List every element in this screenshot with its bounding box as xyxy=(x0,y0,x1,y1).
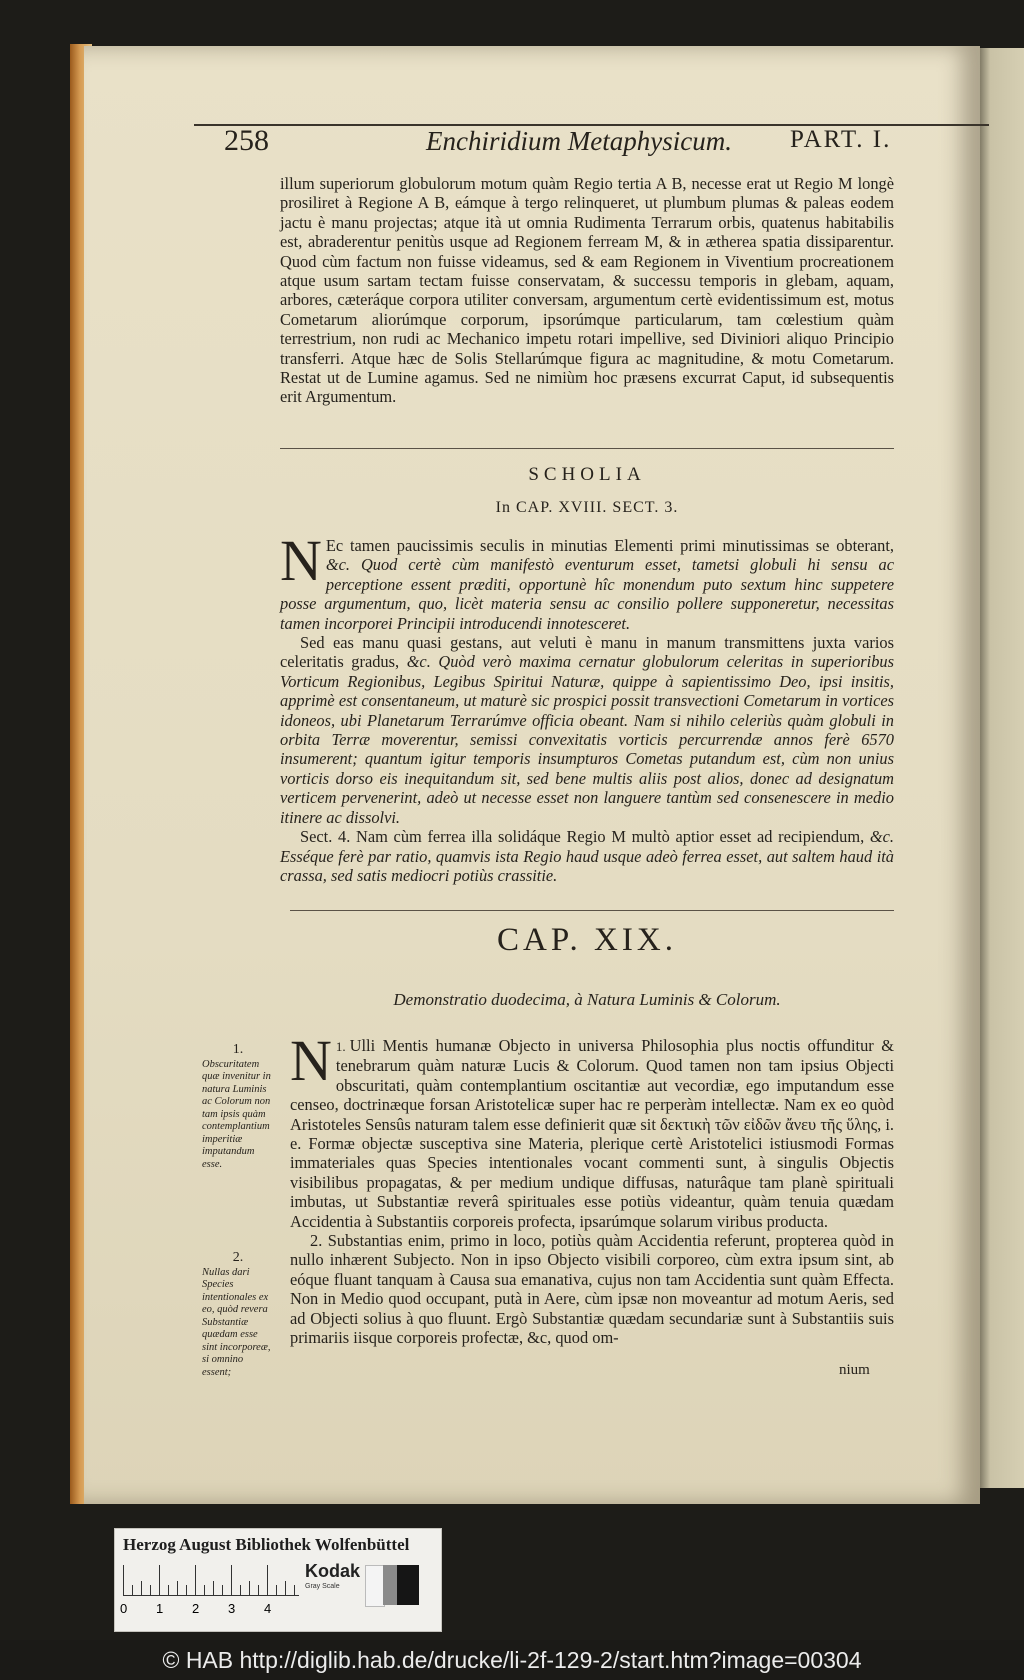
chapter-section-2: 2. Substantias enim, primo in loco, potiùs quàm Accidentia referunt, propterea quòd in nullo inhærent Subjecto. Non in ipso Objecto visibili corporeo, cùm extra ipsum sint, ab eóque fluant tanquam à Causa sua emanativa, cujus non tam Accidentia sunt quàm Effecta. Non in Medio quod occupant, putà in Aere, cùm ipsæ non moveantur ad motum Aeris, sed ad Objecti solius à quo fluunt. Ergò Substantiæ quædam secundariæ sunt à Substantiis suis primariis iisque corporeis profectæ, &c, quod om- xyxy=(290,1231,894,1348)
body-paragraph-top: illum superiorum globulorum motum quàm Regio tertia A B, necesse erat ut Regio M longè prosiliret à Regione A B, eámque à tergo relinqueret, ut plumbum plumas & paleas eodem jactu è manu projectas; atque ità ut omnia Rudimenta Terrarum orbis, quatenus habitabilis est, abraderentur penitùs usque ad Regionem ferream M, & in ætherea spatia dissiparentur. Quod cùm factum non fuisse videamus, sed & eam Regionem in Viventium procreationem atque usum sartam tectam fuisse conservatam, & successu temporis in glebam, aquam, arbores, cæteráque corpora utiliter conversam, argumentum certè evidentissimum est, motus Cometarum aliorúmque corporum, ipsorúmque particularum, tam cœlestium quàm terrestrium, non rudi ac Mechanico impetu rotari impellive, sed Diviniori aliquo Principio transferri. Atque hæc de Solis Stellarúmque figura ac magnitudine, & motu Cometarum. Restat ut de Lumine agamus. Sed ne nimiùm hoc præsens excurrat Caput, id subsequentis erit Argumentum. xyxy=(280,174,894,407)
catchword: nium xyxy=(839,1362,870,1378)
scholia-title: SCHOLIA xyxy=(528,464,646,485)
running-title: Enchiridium Metaphysicum. xyxy=(426,126,732,156)
margin-note-1: 1. Obscuritatem quæ invenitur in natura Luminis ac Colorum non tam ipsis quàm contemplantium imperitiæ imputandum esse. xyxy=(202,1042,271,1170)
gray-patch-black xyxy=(397,1565,419,1605)
chapter-section-1: 1. N Ulli Mentis humanæ Objecto in universa Philosophia plus noctis offunditur & tenebrarum quàm naturæ Lucis & Colorum. Quod tamen non tam ipsius Objecti obscuritati, quàm contemplantium oscitantiæ aut vecordiæ, ego imputandum esse censeo, doctrinæque forsan Aristotelicæ super hac re perperàm intellectæ. Nam ex eo quòd Aristoteles Sensûs naturam talem esse definierit quæ sit δεκτικὴ τῶν εἰδῶν ἄνευ τῆς ὕλης, i. e. Formæ objectæ susceptiva sine Materia, plerique certè Aristotelici istiusmodi Formas immateriales quas Species intentionales vocant commenti sunt, à singulis Objectis visibilibus propagatas, & per medium undique diffusas, naturâque tam planè spirituali imbutas, ut Substantiæ reverâ spirituales esse potiùs videantur, quàm tenuia quædam Accidentia à Substantiis corporeis profecta, ipsarúmque solarum viribus producta. xyxy=(290,1028,894,1231)
scholia-paragraph-2: Sed eas manu quasi gestans, aut veluti è manu in manum transmittens juxta varios celeritatis gradus, &c. Quòd verò maxima cernatur globulorum celeritas in superioribus Vorticum Regionibus, Legibus Spiritui Naturæ, quippe à sapientissimo Deo, ipsi insitis, apprimè est consentaneum, ut maturè sic prospici possit transvectioni Cometarum in vortices idoneos, ubi Planetarum Terrarúmve officia obeant. Nam si nihilo celeriùs quàm globuli in orbita Terræ moverentur, semissi convexitatis vorticis percurrendæ annos ferè 6570 insumerent; quantum igitur temporis insumpturos Cometas putandum est, cùm non unius vorticis dorso eis inequitandum sit, sed bene multis aliis post alios, donec ad designatum verticem pervenerint, adeò ut necesse esset non languere tantùm sed consenescere in medio itinere ac dissolvi. xyxy=(280,633,894,827)
color-calibration-card: Herzog August Bibliothek Wolfenbüttel 0 1 2 3 4 Kodak Gray Scale xyxy=(114,1528,442,1632)
drop-cap: N xyxy=(280,528,322,593)
chapter-rule xyxy=(290,910,894,911)
gray-patch-mid xyxy=(383,1565,397,1605)
scholia-body xyxy=(280,528,894,885)
page-number: 258 xyxy=(224,124,269,157)
chapter-body xyxy=(290,1028,894,1348)
drop-cap: N xyxy=(290,1028,332,1093)
scholia-subtitle: In CAP. XVIII. SECT. 3. xyxy=(495,499,679,516)
scale-ruler xyxy=(123,1565,299,1596)
chapter-subtitle: Demonstratio duodecima, à Natura Luminis & Colorum. xyxy=(393,990,781,1009)
margin-note-2: 2. Nullas dari Species intentionales ex eo, quòd revera Substantiæ quædam esse sint incorporeæ, si omnino essent; xyxy=(202,1250,271,1378)
book-page xyxy=(84,46,980,1504)
copyright-footer: © HAB http://diglib.hab.de/drucke/li-2f-129-2/start.htm?image=00304 xyxy=(0,1640,1024,1680)
section-number: 1. xyxy=(335,1039,346,1054)
part-label: PART. I. xyxy=(790,126,892,153)
library-name: Herzog August Bibliothek Wolfenbüttel xyxy=(123,1535,410,1554)
chapter-title: CAP. XIX. xyxy=(497,922,677,958)
scholia-paragraph-1: N Ec tamen paucissimis seculis in minutias Elementi primi minutissimas se obterant, &c. Quod certè cùm manifestò eventurum esset, tametsi globuli hi sensu ac perceptione essent præditi, opportunè hîc monendum puto sextum hinc suppetere posse argumentum, quo, licèt materia sensu ac consilio pollere supponeretur, necessitas tamen incorporei Principii introducendi innotesceret. xyxy=(280,528,894,633)
section-rule xyxy=(280,448,894,449)
scholia-paragraph-3: Sect. 4. Nam cùm ferrea illa solidáque Regio M multò aptior esset ad recipiendum, &c. Esséque ferè par ratio, quamvis ista Regio haud usque adeò ferrea esset, aut saltem haud ità crassa, sed satis mediocri potiùs crassitie. xyxy=(280,827,894,885)
kodak-logo: Kodak xyxy=(305,1561,361,1581)
gray-patch-white xyxy=(365,1565,385,1607)
gray-scale-label: Gray Scale xyxy=(305,1583,340,1590)
